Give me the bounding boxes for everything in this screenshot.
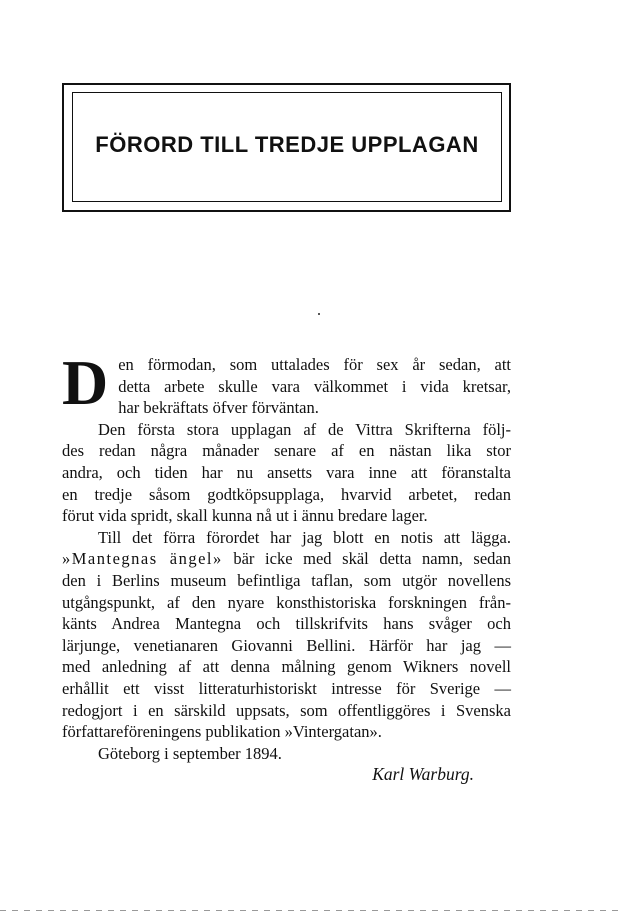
text-line: des redan några månader senare af en nästan lika stor: [62, 441, 511, 461]
dateline: Göteborg i september 1894.: [98, 743, 282, 763]
page-title: FÖRORD TILL TREDJE UPPLAGAN: [95, 132, 479, 157]
text-line: författareföreningens publikation »Vintergatan».: [62, 722, 382, 742]
text-line: en tredje såsom godtköpsupplaga, hvarvid arbetet, redan: [62, 484, 511, 504]
text-line: förut vida spridt, skall kunna nå ut i ännu bredare lager.: [62, 506, 428, 526]
text-line: en förmodan, som uttalades för sex år sedan, att: [118, 355, 511, 374]
text-fragment: bär icke med skäl detta namn, sedan: [222, 549, 511, 569]
preface-text: [62, 347, 511, 764]
text-line: andra, och tiden har nu ansetts vara inne att föranstalta: [62, 462, 511, 482]
drop-cap: D: [62, 347, 109, 418]
text-line: redogjort i en särskild uppsats, som offentliggöres i Svenska: [62, 700, 511, 720]
text-line: erhållit ett visst litteraturhistoriskt intresse för Sverige —: [62, 678, 511, 698]
scan-edge: [0, 910, 624, 911]
signature: Karl Warburg.: [372, 764, 474, 784]
text-line: känts Andrea Mantegna och tillskrifvits hans svåger och: [62, 614, 511, 634]
text-line: lärjunge, venetianaren Giovanni Bellini. Härför har jag —: [62, 635, 511, 655]
ornament-dot: [318, 313, 320, 315]
text-line: den i Berlins museum befintliga taflan, som utgör novellens: [62, 570, 511, 590]
text-line: utgångspunkt, af den nyare konsthistoriska forskningen från-: [62, 592, 511, 612]
text-line: har bekräftats öfver förväntan.: [118, 398, 319, 418]
text-line: Den första stora upplagan af de Vittra Skrifterna följ-: [98, 419, 511, 439]
text-line: Till det förra förordet har jag blott en notis att lägga.: [98, 527, 511, 547]
text-line: detta arbete skulle vara välkommet i vida kretsar,: [118, 376, 511, 396]
text-line: med anledning af att denna målning genom Wikners novell: [62, 657, 511, 677]
story-title: »Mantegnas ängel»: [62, 549, 223, 569]
text-line: [62, 548, 511, 570]
